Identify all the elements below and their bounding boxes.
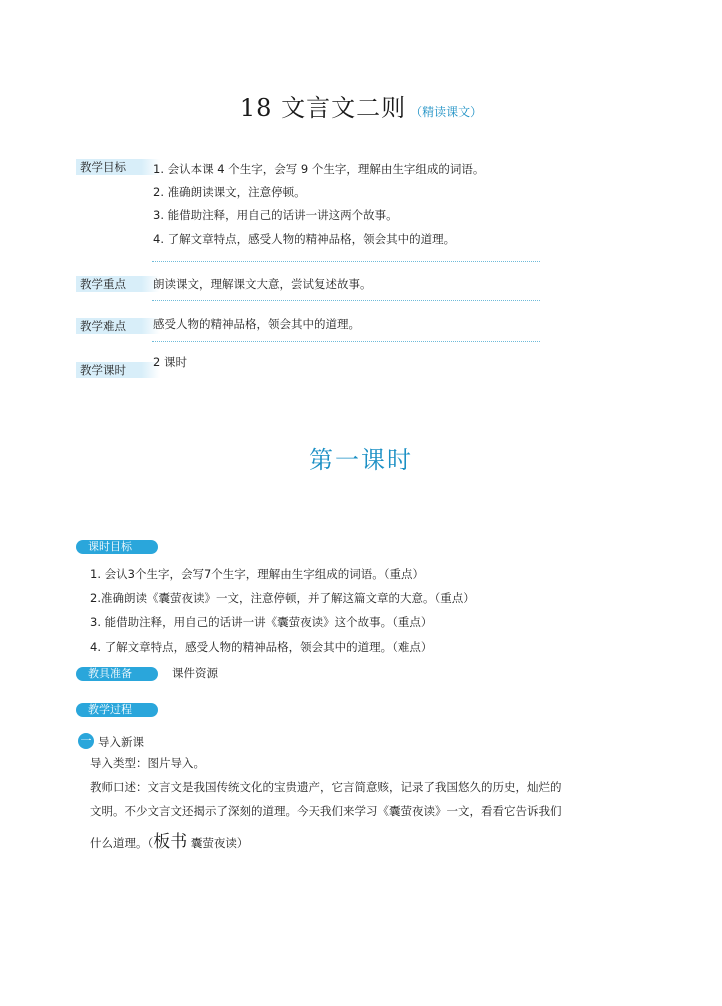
board-writing-text: 囊萤夜读） [190, 836, 249, 850]
goal-item-1: 1. 会认本课 4 个生字，会写 9 个生字，理解由生字组成的词语。 [153, 162, 485, 176]
divider [152, 341, 540, 342]
class-hours-label: 教学课时 [76, 362, 160, 378]
board-writing-label: 板书 [153, 832, 188, 852]
document-title [0, 88, 722, 123]
process-label: 教学过程 [76, 703, 158, 717]
goals-label: 教学目标 [76, 159, 160, 175]
goal-item-4: 4. 了解文章特点，感受人物的精神品格，领会其中的道理。 [153, 232, 456, 246]
difficult-points-label: 教学难点 [76, 318, 160, 334]
teacher-speech-line-2: 文明。不少文言文还揭示了深刻的道理。今天我们来学习《囊萤夜读》一文，看看它告诉我们 [90, 804, 562, 818]
class-hours-text: 2 课时 [153, 355, 187, 369]
goal-item-3: 3. 能借助注释，用自己的话讲一讲这两个故事。 [153, 208, 398, 222]
prep-label: 教具准备 [76, 667, 158, 681]
teacher-speech-line-3 [90, 827, 248, 852]
objective-item-3: 3. 能借助注释，用自己的话讲一讲《囊萤夜读》这个故事。（重点） [90, 615, 433, 629]
step-title: 导入新课 [98, 735, 144, 749]
objective-item-4: 4. 了解文章特点，感受人物的精神品格，领会其中的道理。（难点） [90, 640, 433, 654]
difficult-points-text: 感受人物的精神品格，领会其中的道理。 [153, 317, 360, 331]
key-points-label: 教学重点 [76, 276, 160, 292]
divider [152, 300, 540, 301]
lesson-subtitle: （精读课文） [410, 105, 483, 119]
prep-text: 课件资源 [172, 666, 218, 680]
teacher-speech-line-1: 教师口述：文言文是我国传统文化的宝贵遗产，它言简意赅，记录了我国悠久的历史，灿烂的 [90, 780, 562, 794]
step-number-badge: 一 [78, 733, 94, 749]
teacher-speech-text: 什么道理。（ [90, 836, 154, 850]
section-title: 第一课时 [309, 446, 413, 474]
lesson-title: 18 文言文二则 [239, 94, 407, 122]
objectives-label: 课时目标 [76, 540, 158, 554]
key-points-text: 朗读课文，理解课文大意，尝试复述故事。 [153, 277, 372, 291]
goal-item-2: 2. 准确朗读课文，注意停顿。 [153, 185, 306, 199]
objective-item-2: 2.准确朗读《囊萤夜读》一文，注意停顿，并了解这篇文章的大意。（重点） [90, 591, 475, 605]
intro-type: 导入类型：图片导入。 [90, 756, 205, 770]
objective-item-1: 1. 会认3个生字，会写7个生字，理解由生字组成的词语。（重点） [90, 567, 425, 581]
divider [152, 261, 540, 262]
